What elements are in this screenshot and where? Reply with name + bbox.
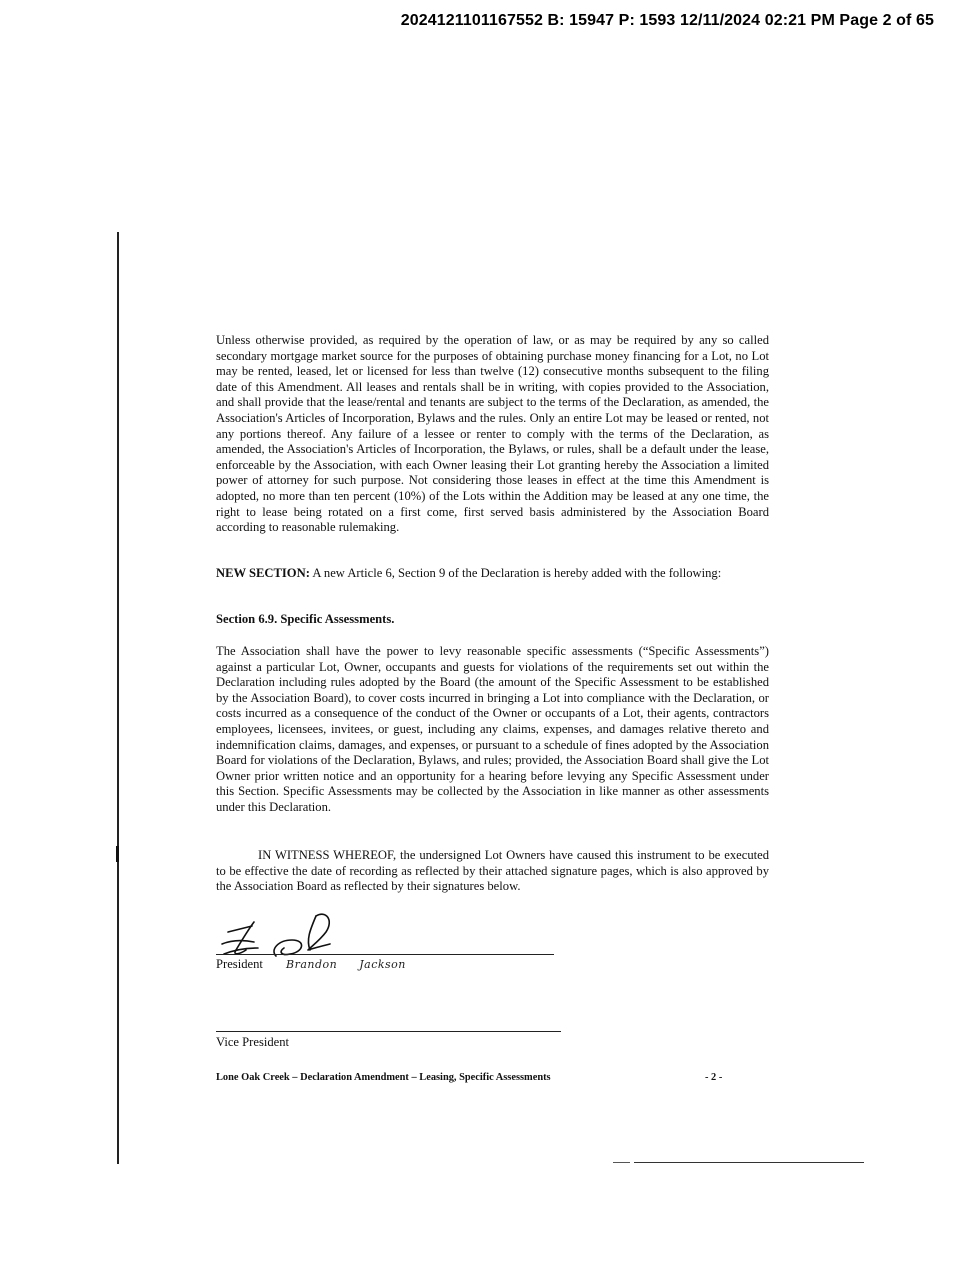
new-section-label: NEW SECTION: bbox=[216, 566, 310, 580]
bottom-rule-short bbox=[613, 1162, 630, 1163]
recording-header: 2024121101167552 B: 15947 P: 1593 12/11/2024 02:21 PM Page 2 of 65 bbox=[400, 12, 934, 29]
left-margin-line bbox=[117, 232, 119, 1164]
footer-title: Lone Oak Creek – Declaration Amendment – Leasing, Specific Assessments bbox=[216, 1072, 551, 1083]
president-printed-name bbox=[286, 958, 428, 971]
president-role: President bbox=[216, 957, 263, 971]
vice-president-signature-line bbox=[216, 1031, 561, 1032]
left-margin-tick bbox=[116, 846, 119, 862]
new-section-text: A new Article 6, Section 9 of the Declaration is hereby added with the following: bbox=[309, 566, 722, 580]
president-last-name: Jackson bbox=[359, 958, 406, 971]
footer-page-number: - 2 - bbox=[705, 1072, 723, 1083]
president-first-name: Brandon bbox=[286, 958, 338, 971]
vice-president-role: Vice President bbox=[216, 1035, 290, 1049]
witness-paragraph: IN WITNESS WHEREOF, the undersigned Lot Owners have caused this instrument to be executed to be effective the date of recording as reflected by their attached signature pages, which is also approved by the Association Board as reflected by their signatures below. bbox=[216, 848, 769, 894]
new-section-paragraph bbox=[216, 566, 769, 582]
section-heading: Section 6.9. Specific Assessments. bbox=[216, 612, 395, 626]
bottom-rule-long bbox=[634, 1162, 864, 1163]
president-signature-line bbox=[216, 954, 554, 955]
leasing-paragraph: Unless otherwise provided, as required by the operation of law, or as may be required by any so called secondary mortgage market source for the purposes of obtaining purchase money financing for a Lot, no Lot may be rented, leased, let or licensed for less than twelve (12) consecutive months subsequent to the filing date of this Amendment. All leases and rentals shall be in writing, with copies provided to the Association, and shall provide that the lease/rental and tenants are subject to the terms of the Declaration, as amended, the Association's Articles of Incorporation, Bylaws and the rules. Only an entire Lot may be leased or rented, not any portions thereof. Any failure of a lessee or renter to comply with the terms of the Declaration, as amended, the Association's Articles of Incorporation, the Bylaws, or rules, shall be a default under the lease, enforceable by the Association, with each Owner leasing their Lot granting hereby the Association a limited power of attorney for such purpose. Not considering those leases in effect at the time this Amendment is adopted, no more than ten percent (10%) of the Lots within the Addition may be leased at any one time, the right to lease being rotated on a first come, first served basis administered by the Association Board according to reasonable rulemaking. bbox=[216, 333, 769, 535]
specific-assessments-paragraph: The Association shall have the power to levy reasonable specific assessments (“Specific Assessments”) against a particular Lot, Owner, occupants and guests for violations of the requirements set out within the Declaration including rules adopted by the Board (the amount of the Specific Assessment to be established by the Association Board), to cover costs incurred in bringing a Lot into compliance with the Declaration, or costs incurred as a consequence of the conduct of the Owner or occupants of a Lot, their agents, contractors employees, licensees, invitees, or guest, including any claims, expenses, and damages relative thereto and indemnification claims, damages, and expenses, or pursuant to a schedule of fines adopted by the Association Board for violations of the Declaration, Bylaws, and rules; provided, the Association Board shall give the Lot Owner prior written notice and an opportunity for a hearing before levying any Specific Assessment under this Section. Specific Assessments may be collected by the Association in like manner as other assessments under this Declaration. bbox=[216, 644, 769, 814]
